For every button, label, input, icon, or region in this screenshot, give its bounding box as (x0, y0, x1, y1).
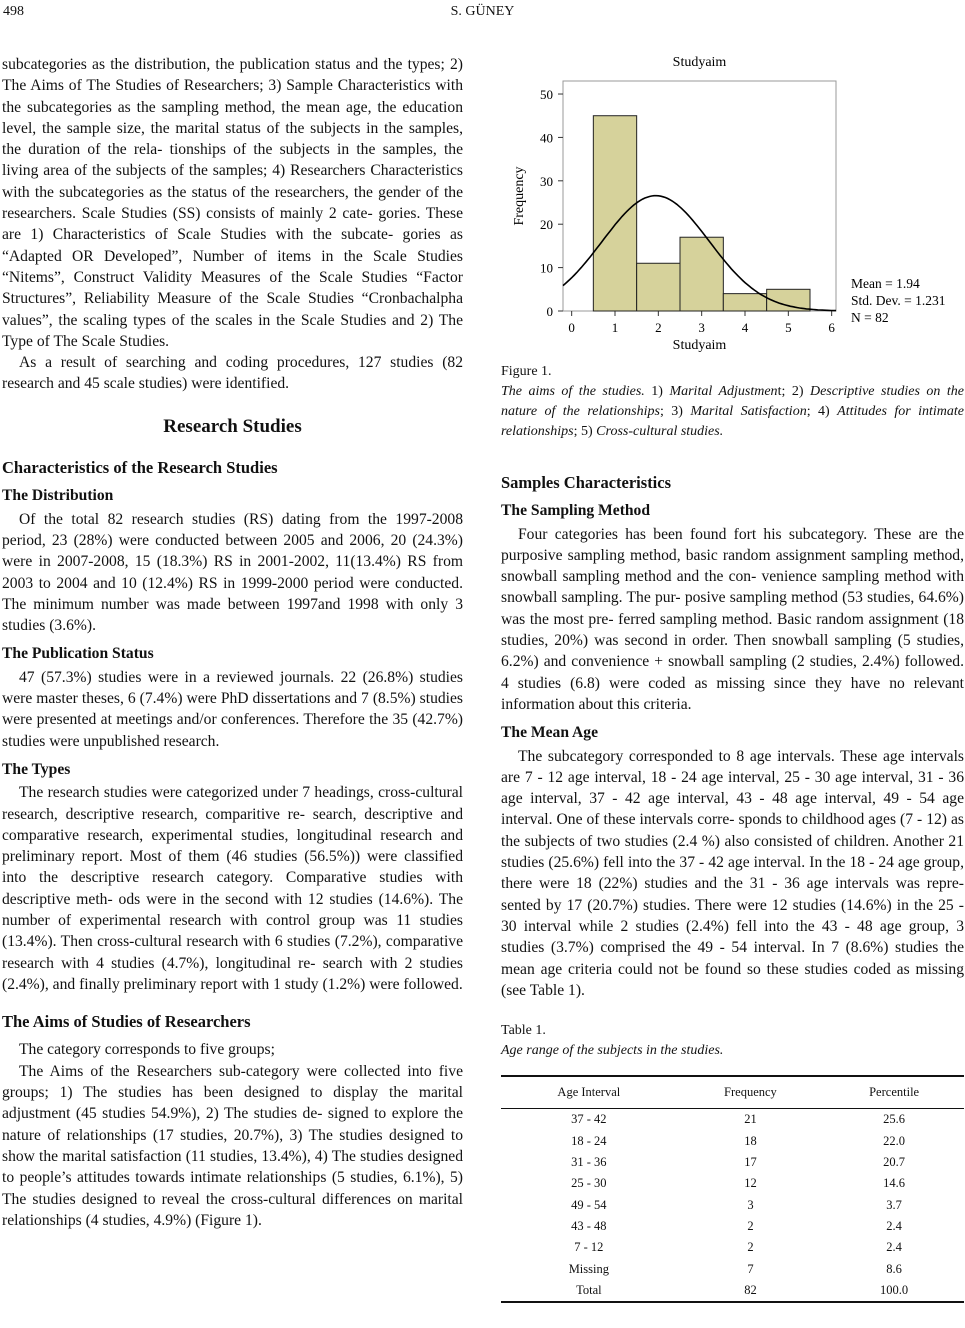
x-tick-label: 5 (785, 320, 792, 335)
chart-title: Studyaim (672, 55, 727, 70)
table-cell-age-interval: Missing (568, 1261, 609, 1276)
table-cell-percentile: 14.6 (883, 1176, 906, 1191)
table-cell-percentile: 2.4 (886, 1240, 902, 1255)
table-cell-percentile: 100.0 (824, 1280, 964, 1302)
table-header-row (501, 1076, 964, 1109)
figure-caption-part: Marital Satisfaction (690, 404, 807, 419)
page-header (0, 0, 965, 28)
subsection-title-samples: Samples Characteristics (501, 473, 672, 492)
stats-label: N = 82 (851, 310, 889, 325)
table-cell-frequency: 21 (744, 1112, 757, 1127)
table-cell-percentile: 22.0 (883, 1133, 906, 1148)
table-cell-frequency: 3 (747, 1197, 754, 1212)
intro-paragraph: subcategories as the distribution, the publication status and the types; 2) The Aims of The Studies of Researchers; 3) Sample Characteristics with the subcategories as the sampling method, the mean age, the education level, the sample size, the marital status of the subjects in the samples, the duration of the rela- tionships of the subjects in the samples, the living area of the subjects of the samples; 4) Researchers Characteristics with the subcategories as the status of the researchers, the gender of the researchers. Scale Studies (SS) consists of mainly 2 cate- gories. These are 1) Characteristics of Scale Studies with the subcate- gories as “Adapted OR Developed”, Number of items in the Scale Studies “Nitems”, Construct Validity Measures of the Scale Studies “Factor Structures”, Reliability Measure of the Scale Studies “Cronbachalpha values”, the scaling types of the scales in the Scale Studies and 2) The Type of The Scale Studies. (2, 56, 463, 350)
table-cell-age-interval: 49 - 54 (571, 1197, 607, 1212)
table-cell-percentile: 20.7 (883, 1155, 906, 1170)
table-caption-text: Age range of the subjects in the studies. (501, 1043, 724, 1059)
page-number: 498 (3, 4, 24, 19)
table-cell-frequency: 18 (744, 1133, 757, 1148)
table-row (501, 1173, 964, 1194)
types-paragraph: The research studies were categorized under 7 headings, cross-cultural research, descriptive research, comparitive re- search, descriptive and comparative research, experimental studies, longitudinal research and preliminary report. Most of them (46 studies (56.5%)) were classified into the descriptive research category. Comparative studies with descriptive meth- ods were in the second with 12 studies (14.6%). The number of experimental research with control group was 11 studies (13.4%). Then cross-cultural research with 6 studies (7.2%), comparative research with 4 studies (4.7%), longitudinal re- search with 2 studies (2.4%), and finally preliminary report with 1 study (1.2%) were followed. (2, 784, 463, 993)
table-header-percentile: Percentile (824, 1076, 964, 1109)
histogram-chart (501, 54, 964, 354)
heading-mean-age: The Mean Age (501, 724, 599, 742)
table-cell-percentile: 2.4 (886, 1218, 902, 1233)
stats-label: Std. Dev. = 1.231 (851, 293, 946, 308)
heading-types: The Types (2, 760, 71, 778)
table-cell-frequency: 82 (677, 1280, 825, 1302)
heading-publication-status: The Publication Status (2, 645, 154, 663)
table-cell-age-interval: Total (501, 1280, 677, 1302)
histogram-bar (680, 237, 723, 311)
table-cell-percentile: 3.7 (886, 1197, 902, 1212)
x-tick-label: 6 (828, 320, 835, 335)
table-row (501, 1195, 964, 1216)
histogram-bar (723, 294, 766, 311)
table-row (501, 1259, 964, 1280)
figure-caption-part: t; 2) (777, 384, 810, 399)
figure-caption-text (501, 382, 964, 442)
table-cell-frequency: 7 (747, 1261, 754, 1276)
publication-paragraph: 47 (57.3%) studies were in a reviewed journals. 22 (26.8%) studies were master theses, 6 (7.4%) were PhD dissertations and 7 (8.5%) studies were presented at meetings and/or conferences. Therefore the 35 (42.7%) studies were unpublished research. (2, 668, 463, 750)
figure-caption (501, 362, 964, 442)
aims-paragraph-1: The category corresponds to five groups; (19, 1041, 275, 1059)
histogram-bar (593, 116, 636, 311)
section-title-research-studies: Research Studies (163, 415, 302, 437)
table-cell-frequency: 17 (744, 1155, 757, 1170)
y-tick-label: 20 (540, 217, 553, 233)
table-cell-age-interval: 25 - 30 (571, 1176, 607, 1191)
table-row (501, 1152, 964, 1173)
age-range-table (501, 1075, 964, 1303)
figure-caption-part: ; 5) (573, 424, 597, 439)
table-header-age-interval: Age Interval (501, 1076, 677, 1109)
table-cell-frequency: 2 (747, 1240, 754, 1255)
aims-paragraph-2: The Aims of the Researchers sub-category were collected into five groups; 1) The studies has been designed to display the marital adjustment (45 studies 54.9%), 2) The studies de- signed to explore the nature of relationships (17 studies, 20.7%), 3) The studies designed to show the marital satisfaction (11 studies, 13.4%), 4) The studies designed to people’s attitudes towards intimate relationships (5 studies, 6.1%), 5) The studies designed to reveal the cross-cultural differences on marital relationships (4 studies, 4.9%) (Figure 1). (2, 1062, 463, 1229)
figure-label: Figure 1. (501, 364, 552, 379)
table-cell-percentile: 25.6 (883, 1112, 906, 1127)
figure-caption-part: ; 3) (659, 404, 691, 419)
figure-caption-part: Marital Adjustmen (669, 384, 778, 399)
x-tick-label: 1 (611, 320, 619, 335)
y-tick-label: 40 (540, 130, 553, 146)
figure-caption-part: The aims of the studies. (501, 384, 645, 399)
table-cell-age-interval: 31 - 36 (571, 1155, 607, 1170)
table-cell-age-interval: 37 - 42 (571, 1112, 607, 1127)
x-tick-label: 2 (655, 320, 662, 335)
table-row (501, 1237, 964, 1258)
table-row (501, 1131, 964, 1152)
table-cell-frequency: 12 (744, 1176, 757, 1191)
y-tick-label: 50 (540, 87, 553, 103)
y-tick-label: 0 (546, 304, 553, 319)
subsection-title-characteristics: Characteristics of the Research Studies (2, 458, 278, 478)
y-tick-label: 30 (540, 173, 553, 189)
figure-caption-part: ; 4) (806, 404, 838, 419)
table-cell-percentile: 8.6 (886, 1261, 902, 1276)
table-row (501, 1280, 964, 1302)
figure-caption-part: 1) (644, 384, 670, 399)
y-axis-label: Frequency (512, 166, 527, 226)
histogram-bar (637, 263, 680, 311)
subsection-title-aims: The Aims of Studies of Researchers (2, 1012, 251, 1032)
stats-label: Mean = 1.94 (851, 276, 920, 291)
result-paragraph: As a result of searching and coding procedures, 127 studies (82 research and 45 scale studies) were identified. (2, 354, 463, 393)
figure-caption-part: Descriptive studies on the nature of the relationships (501, 384, 964, 419)
table-cell-age-interval: 18 - 24 (571, 1133, 607, 1148)
left-column (2, 54, 463, 1231)
running-author: S. GÜNEY (450, 4, 515, 19)
table-header-frequency: Frequency (677, 1076, 825, 1109)
table-row (501, 1216, 964, 1237)
table-cell-frequency: 2 (747, 1218, 754, 1233)
distribution-paragraph: Of the total 82 research studies (RS) dating from the 1997-2008 period, 23 (28%) were conducted between 2005 and 2006, 20 (24.3%) were in 2007-2008, 15 (18.3%) RS in 2001-2002, 11(13.4%) RS from 2003 to 2004 and 10 (12.4%) RS in 1999-2000 period were conducted. The minimum number was made between 1997and 1998 with only 3 studies (3.6%). (2, 510, 463, 635)
x-tick-label: 3 (698, 320, 705, 335)
y-tick-label: 10 (540, 260, 553, 276)
right-column (501, 54, 964, 1303)
heading-sampling-method: The Sampling Method (501, 502, 651, 520)
x-axis-label: Studyaim (672, 338, 727, 353)
table-caption (501, 1021, 964, 1061)
figure-caption-part: Cross-cultural studies. (596, 424, 724, 439)
x-tick-label: 4 (741, 320, 749, 335)
mean-age-paragraph: The subcategory corresponded to 8 age intervals. These age intervals are 7 - 12 age interval, 18 - 24 age interval, 25 - 30 age interval, 31 - 36 age interval, 37 - 42 age interval, 43 - 48 age interval, 49 - 54 age interval. One of these intervals corre- sponds to childhood ages (7 - 12) as the subjects of two studies (2.4 %) also consisted of children. Another 21 studies (25.6%) fell into the 37 - 42 age interval. In the 18 - 24 age group, there were 18 (22%) studies and the 31 - 36 age intervals was repre- sented by 17 (20.7%) studies. There were 12 studies (14.6%) in the 25 - 30 interval while 2 studies (2.4%) fell into the 43 - 48 age group, 3 studies (3.7%) comprised the 49 - 54 interval. In 7 (8.6%) studies the mean age criteria could not be found so these studies coded as missing (see Table 1). (501, 747, 964, 999)
table-body (501, 1109, 964, 1302)
figure-1 (501, 54, 964, 354)
table-row (501, 1109, 964, 1131)
sampling-paragraph: Four categories has been found fort his subcategory. These are the purposive sampling method, basic random assignment sampling method, snowball sampling method and the con- venience sampling method with snowball sampling. The pur- posive sampling method (53 studies, 64.6%) was the most pre- ferred sampling method. Basic random assignment (18 studies, 20%) was second in order. Then snowball sampling (5 studies, 6.2%) and convenience + snowball sampling (2 studies, 2.4%) followed. 4 studies (6.8) were coded as missing since they have no relevant information about this criteria. (501, 525, 964, 713)
heading-distribution: The Distribution (2, 487, 114, 505)
table-label: Table 1. (501, 1023, 546, 1039)
x-tick-label: 0 (568, 320, 575, 335)
figure-caption-part: Attitudes for intimate relationships (501, 404, 965, 439)
table-cell-age-interval: 7 - 12 (574, 1240, 604, 1255)
table-cell-age-interval: 43 - 48 (571, 1218, 607, 1233)
